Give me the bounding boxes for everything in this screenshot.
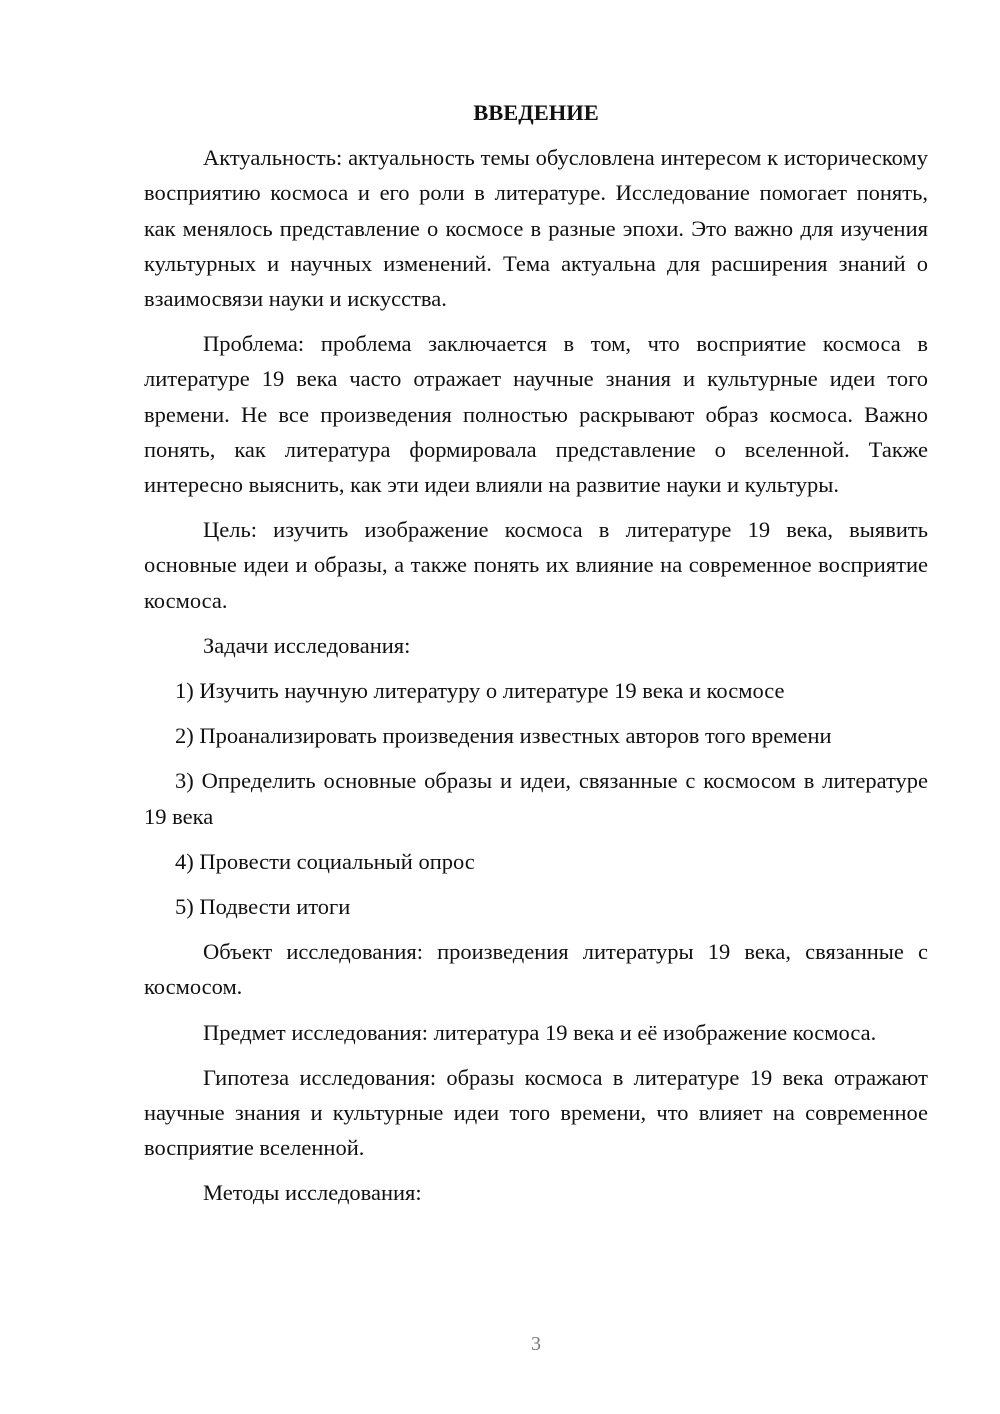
object-paragraph: Объект исследования: произведения литературы 19 века, связанные с космосом.: [144, 939, 928, 1000]
problem-paragraph: Проблема: проблема заключается в том, что восприятие космоса в литературе 19 века часто отражает научные знания и культурные идеи того времени. Не все произведения полностью раскрывают образ космоса. Важно понять, как литература формировала представление о вселенной. Также интересно выяснить, как эти идеи влияли на развитие науки и культуры.: [144, 331, 928, 498]
task-item: 3) Определить основные образы и идеи, связанные с космосом в литературе 19 века: [144, 768, 928, 829]
task-item: 4) Провести социальный опрос: [175, 848, 475, 874]
relevance-paragraph: Актуальность: актуальность темы обусловлена интересом к историческому восприятию космоса и его роли в литературе. Исследование помогает понять, как менялось представление о космосе в разные эпохи. Это важно для изучения культурных и научных изменений. Тема актуальна для расширения знаний о взаимосвязи науки и искусства.: [144, 145, 928, 312]
page-content: [144, 95, 928, 1221]
page-number: 3: [531, 1333, 541, 1355]
task-item: 2) Проанализировать произведения известных авторов того времени: [175, 723, 832, 749]
subject-paragraph: Предмет исследования: литература 19 века и её изображение космоса.: [203, 1019, 877, 1045]
section-heading: ВВЕДЕНИЕ: [473, 100, 599, 125]
task-item: 1) Изучить научную литературу о литературе 19 века и космосе: [175, 678, 785, 704]
goal-paragraph: Цель: изучить изображение космоса в литературе 19 века, выявить основные идеи и образы, а также понять их влияние на современное восприятие космоса.: [144, 517, 928, 613]
hypothesis-paragraph: Гипотеза исследования: образы космоса в литературе 19 века отражают научные знания и культурные идеи того времени, что влияет на современное восприятие вселенной.: [144, 1064, 928, 1161]
task-item: 5) Подвести итоги: [175, 894, 351, 920]
methods-paragraph: Методы исследования:: [203, 1180, 422, 1206]
tasks-heading: Задачи исследования:: [203, 632, 411, 658]
